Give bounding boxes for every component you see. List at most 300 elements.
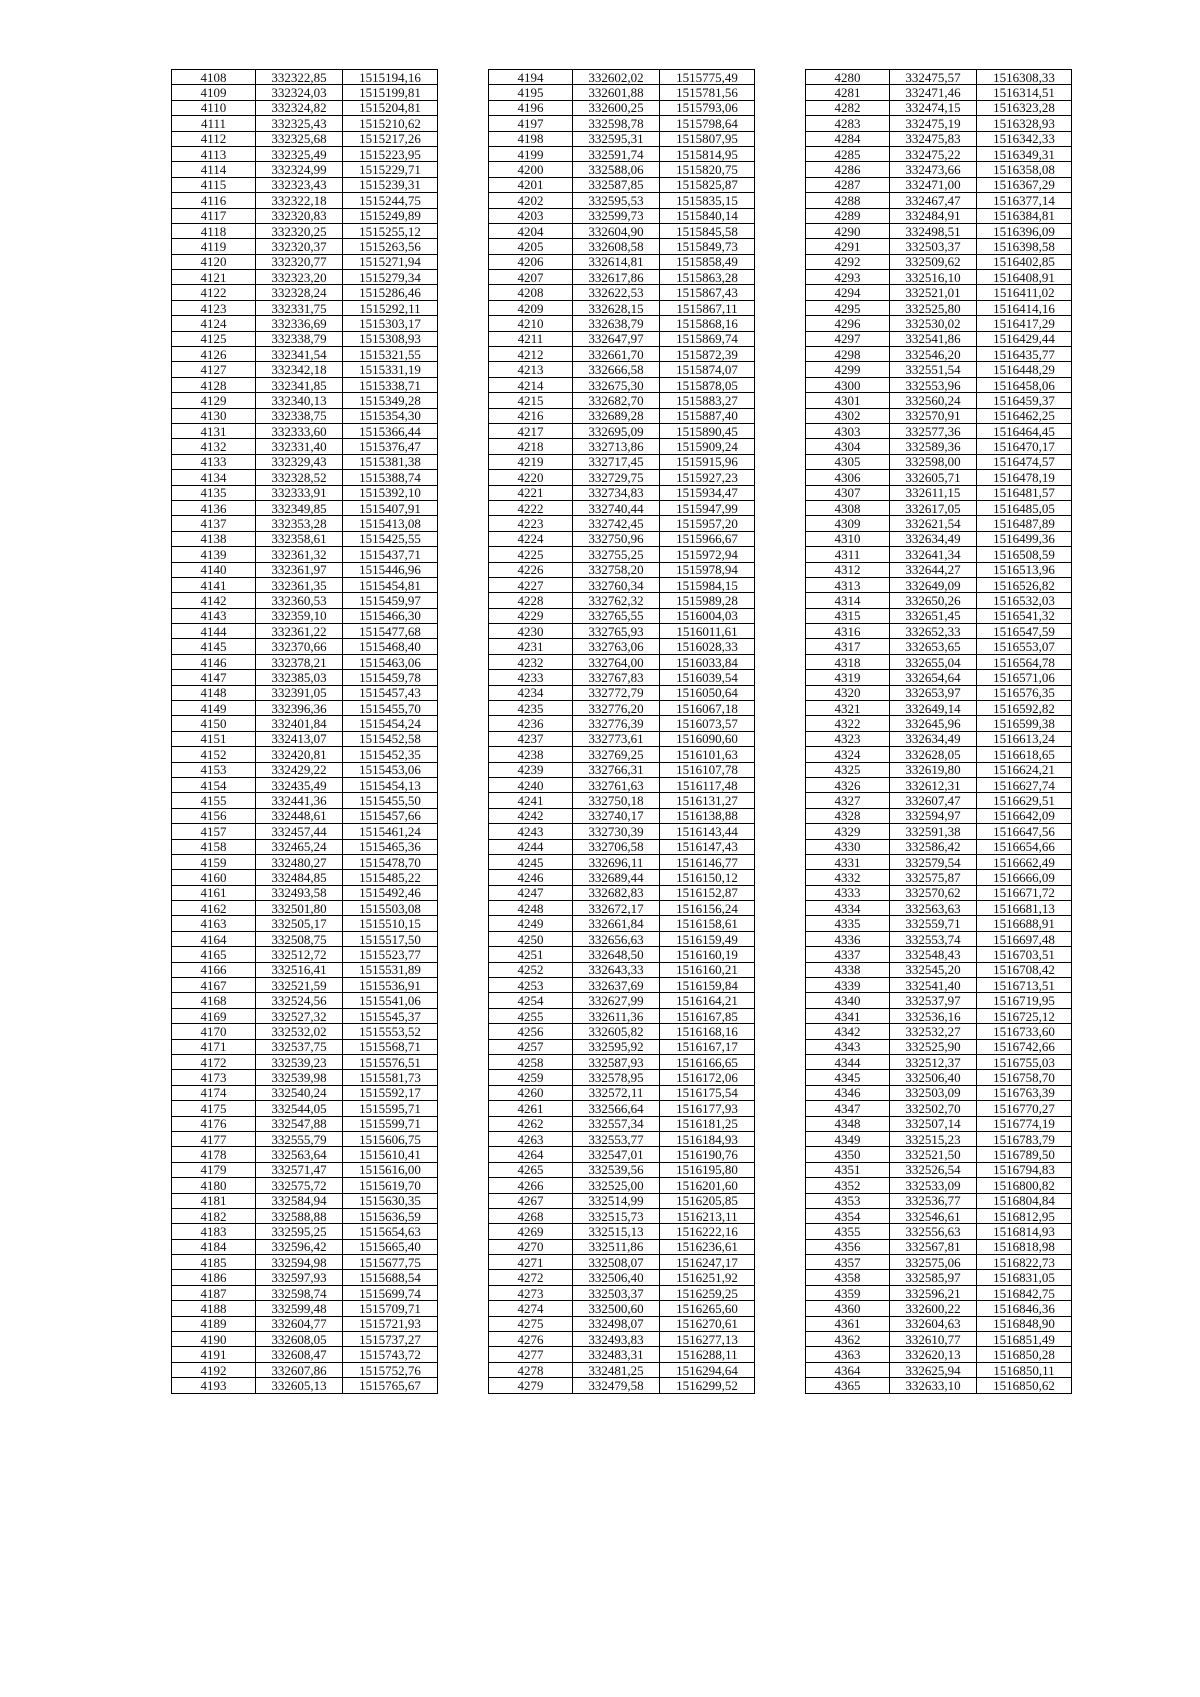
- point-number-cell: 4194: [489, 70, 573, 85]
- x-coordinate-cell: 332654,64: [890, 670, 977, 685]
- y-coordinate-cell: 1516624,21: [977, 762, 1072, 777]
- y-coordinate-cell: 1515461,24: [343, 824, 438, 839]
- y-coordinate-cell: 1516770,27: [977, 1101, 1072, 1116]
- point-number-cell: 4242: [489, 808, 573, 823]
- point-number-cell: 4185: [172, 1255, 256, 1270]
- table-row: [806, 254, 1072, 269]
- x-coordinate-cell: 332765,93: [573, 624, 660, 639]
- x-coordinate-cell: 332634,49: [890, 531, 977, 546]
- x-coordinate-cell: 332521,01: [890, 285, 977, 300]
- y-coordinate-cell: 1516159,84: [660, 978, 755, 993]
- point-number-cell: 4187: [172, 1285, 256, 1300]
- point-number-cell: 4275: [489, 1316, 573, 1331]
- point-number-cell: 4193: [172, 1378, 256, 1393]
- point-number-cell: 4188: [172, 1301, 256, 1316]
- x-coordinate-cell: 332591,38: [890, 824, 977, 839]
- x-coordinate-cell: 332475,19: [890, 116, 977, 131]
- x-coordinate-cell: 332563,63: [890, 901, 977, 916]
- point-number-cell: 4117: [172, 208, 256, 223]
- table-row: [489, 516, 755, 531]
- y-coordinate-cell: 1515465,36: [343, 839, 438, 854]
- x-coordinate-cell: 332622,53: [573, 285, 660, 300]
- x-coordinate-cell: 332322,85: [256, 70, 343, 85]
- table-row: [489, 1316, 755, 1331]
- y-coordinate-cell: 1516146,77: [660, 854, 755, 869]
- x-coordinate-cell: 332508,75: [256, 931, 343, 946]
- point-number-cell: 4127: [172, 362, 256, 377]
- point-number-cell: 4364: [806, 1362, 890, 1377]
- x-coordinate-cell: 332672,17: [573, 901, 660, 916]
- table-row: [489, 947, 755, 962]
- point-number-cell: 4357: [806, 1255, 890, 1270]
- y-coordinate-cell: 1515457,43: [343, 685, 438, 700]
- point-number-cell: 4224: [489, 531, 573, 546]
- x-coordinate-cell: 332536,77: [890, 1193, 977, 1208]
- point-number-cell: 4307: [806, 485, 890, 500]
- point-number-cell: 4301: [806, 393, 890, 408]
- point-number-cell: 4322: [806, 716, 890, 731]
- y-coordinate-cell: 1515454,81: [343, 577, 438, 592]
- table-row: [172, 316, 438, 331]
- y-coordinate-cell: 1516681,13: [977, 901, 1072, 916]
- table-row: [172, 270, 438, 285]
- point-number-cell: 4281: [806, 85, 890, 100]
- table-row: [806, 762, 1072, 777]
- x-coordinate-cell: 332548,43: [890, 947, 977, 962]
- x-coordinate-cell: 332349,85: [256, 500, 343, 515]
- y-coordinate-cell: 1515743,72: [343, 1347, 438, 1362]
- table-row: [489, 116, 755, 131]
- point-number-cell: 4150: [172, 716, 256, 731]
- table-row: [806, 1347, 1072, 1362]
- x-coordinate-cell: 332655,04: [890, 654, 977, 669]
- table-row: [172, 1055, 438, 1070]
- point-number-cell: 4320: [806, 685, 890, 700]
- table-row: [172, 1008, 438, 1023]
- x-coordinate-cell: 332525,90: [890, 1039, 977, 1054]
- x-coordinate-cell: 332617,05: [890, 500, 977, 515]
- table-row: [806, 854, 1072, 869]
- table-row: [806, 978, 1072, 993]
- point-number-cell: 4140: [172, 562, 256, 577]
- point-number-cell: 4276: [489, 1332, 573, 1347]
- y-coordinate-cell: 1516270,61: [660, 1316, 755, 1331]
- point-number-cell: 4334: [806, 901, 890, 916]
- table-row: [806, 808, 1072, 823]
- y-coordinate-cell: 1516033,84: [660, 654, 755, 669]
- x-coordinate-cell: 332493,83: [573, 1332, 660, 1347]
- y-coordinate-cell: 1516152,87: [660, 885, 755, 900]
- y-coordinate-cell: 1515599,71: [343, 1116, 438, 1131]
- point-number-cell: 4197: [489, 116, 573, 131]
- y-coordinate-cell: 1516642,09: [977, 808, 1072, 823]
- table-row: [806, 470, 1072, 485]
- point-number-cell: 4339: [806, 978, 890, 993]
- x-coordinate-cell: 332608,05: [256, 1332, 343, 1347]
- y-coordinate-cell: 1516117,48: [660, 777, 755, 792]
- x-coordinate-cell: 332595,25: [256, 1224, 343, 1239]
- point-number-cell: 4332: [806, 870, 890, 885]
- table-row: [806, 1055, 1072, 1070]
- y-coordinate-cell: 1515437,71: [343, 547, 438, 562]
- point-number-cell: 4308: [806, 500, 890, 515]
- table-row: [489, 531, 755, 546]
- table-row: [806, 685, 1072, 700]
- y-coordinate-cell: 1516011,61: [660, 624, 755, 639]
- point-number-cell: 4360: [806, 1301, 890, 1316]
- point-number-cell: 4263: [489, 1131, 573, 1146]
- table-row: [172, 1162, 438, 1177]
- table-row: [172, 762, 438, 777]
- point-number-cell: 4144: [172, 624, 256, 639]
- table-row: [489, 1347, 755, 1362]
- y-coordinate-cell: 1515286,46: [343, 285, 438, 300]
- x-coordinate-cell: 332391,05: [256, 685, 343, 700]
- x-coordinate-cell: 332628,05: [890, 747, 977, 762]
- x-coordinate-cell: 332401,84: [256, 716, 343, 731]
- y-coordinate-cell: 1515223,95: [343, 146, 438, 161]
- y-coordinate-cell: 1516184,93: [660, 1131, 755, 1146]
- table-row: [806, 270, 1072, 285]
- x-coordinate-cell: 332361,35: [256, 577, 343, 592]
- y-coordinate-cell: 1516794,83: [977, 1162, 1072, 1177]
- y-coordinate-cell: 1516703,51: [977, 947, 1072, 962]
- x-coordinate-cell: 332328,52: [256, 470, 343, 485]
- x-coordinate-cell: 332758,20: [573, 562, 660, 577]
- y-coordinate-cell: 1516629,51: [977, 793, 1072, 808]
- y-coordinate-cell: 1516259,25: [660, 1285, 755, 1300]
- y-coordinate-cell: 1516288,11: [660, 1347, 755, 1362]
- x-coordinate-cell: 332320,25: [256, 223, 343, 238]
- table-row: [172, 223, 438, 238]
- table-row: [806, 439, 1072, 454]
- point-number-cell: 4143: [172, 608, 256, 623]
- x-coordinate-cell: 332599,73: [573, 208, 660, 223]
- x-coordinate-cell: 332341,85: [256, 377, 343, 392]
- point-number-cell: 4329: [806, 824, 890, 839]
- point-number-cell: 4351: [806, 1162, 890, 1177]
- table-row: [806, 839, 1072, 854]
- y-coordinate-cell: 1516804,84: [977, 1193, 1072, 1208]
- y-coordinate-cell: 1516247,17: [660, 1255, 755, 1270]
- point-number-cell: 4190: [172, 1332, 256, 1347]
- point-number-cell: 4240: [489, 777, 573, 792]
- x-coordinate-cell: 332533,09: [890, 1178, 977, 1193]
- x-coordinate-cell: 332361,22: [256, 624, 343, 639]
- x-coordinate-cell: 332619,80: [890, 762, 977, 777]
- x-coordinate-cell: 332605,82: [573, 1024, 660, 1039]
- x-coordinate-cell: 332342,18: [256, 362, 343, 377]
- y-coordinate-cell: 1515927,23: [660, 470, 755, 485]
- x-coordinate-cell: 332607,47: [890, 793, 977, 808]
- x-coordinate-cell: 332532,27: [890, 1024, 977, 1039]
- table-row: [172, 670, 438, 685]
- table-row: [489, 1147, 755, 1162]
- point-number-cell: 4327: [806, 793, 890, 808]
- x-coordinate-cell: 332503,37: [573, 1285, 660, 1300]
- point-number-cell: 4233: [489, 670, 573, 685]
- x-coordinate-cell: 332588,88: [256, 1208, 343, 1223]
- y-coordinate-cell: 1516789,50: [977, 1147, 1072, 1162]
- y-coordinate-cell: 1516205,85: [660, 1193, 755, 1208]
- y-coordinate-cell: 1515966,67: [660, 531, 755, 546]
- table-row: [489, 978, 755, 993]
- y-coordinate-cell: 1515619,70: [343, 1178, 438, 1193]
- point-number-cell: 4210: [489, 316, 573, 331]
- table-row: [489, 254, 755, 269]
- table-row: [489, 854, 755, 869]
- point-number-cell: 4223: [489, 516, 573, 531]
- x-coordinate-cell: 332544,05: [256, 1101, 343, 1116]
- point-number-cell: 4227: [489, 577, 573, 592]
- y-coordinate-cell: 1516599,38: [977, 716, 1072, 731]
- point-number-cell: 4231: [489, 639, 573, 654]
- table-row: [172, 254, 438, 269]
- table-row: [489, 547, 755, 562]
- y-coordinate-cell: 1516101,63: [660, 747, 755, 762]
- table-row: [806, 100, 1072, 115]
- y-coordinate-cell: 1515425,55: [343, 531, 438, 546]
- y-coordinate-cell: 1516470,17: [977, 439, 1072, 454]
- x-coordinate-cell: 332481,25: [573, 1362, 660, 1377]
- y-coordinate-cell: 1515292,11: [343, 300, 438, 315]
- table-row: [806, 701, 1072, 716]
- x-coordinate-cell: 332620,13: [890, 1347, 977, 1362]
- point-number-cell: 4113: [172, 146, 256, 161]
- point-number-cell: 4220: [489, 470, 573, 485]
- x-coordinate-cell: 332512,37: [890, 1055, 977, 1070]
- y-coordinate-cell: 1516547,59: [977, 624, 1072, 639]
- x-coordinate-cell: 332600,22: [890, 1301, 977, 1316]
- point-number-cell: 4121: [172, 270, 256, 285]
- x-coordinate-cell: 332584,94: [256, 1193, 343, 1208]
- x-coordinate-cell: 332320,37: [256, 239, 343, 254]
- table-row: [489, 885, 755, 900]
- table-row: [806, 500, 1072, 515]
- table-row: [489, 793, 755, 808]
- point-number-cell: 4313: [806, 577, 890, 592]
- point-number-cell: 4222: [489, 500, 573, 515]
- x-coordinate-cell: 332541,86: [890, 331, 977, 346]
- table-row: [172, 1101, 438, 1116]
- table-row: [172, 870, 438, 885]
- table-row: [172, 423, 438, 438]
- table-row: [172, 485, 438, 500]
- table-row: [489, 408, 755, 423]
- x-coordinate-cell: 332595,31: [573, 131, 660, 146]
- y-coordinate-cell: 1516159,49: [660, 931, 755, 946]
- x-coordinate-cell: 332508,07: [573, 1255, 660, 1270]
- x-coordinate-cell: 332331,40: [256, 439, 343, 454]
- point-number-cell: 4182: [172, 1208, 256, 1223]
- table-row: [172, 1178, 438, 1193]
- point-number-cell: 4283: [806, 116, 890, 131]
- point-number-cell: 4162: [172, 901, 256, 916]
- point-number-cell: 4171: [172, 1039, 256, 1054]
- x-coordinate-cell: 332324,82: [256, 100, 343, 115]
- table-row: [489, 716, 755, 731]
- point-number-cell: 4170: [172, 1024, 256, 1039]
- table-row: [172, 239, 438, 254]
- y-coordinate-cell: 1516028,33: [660, 639, 755, 654]
- y-coordinate-cell: 1515887,40: [660, 408, 755, 423]
- table-row: [489, 85, 755, 100]
- x-coordinate-cell: 332767,83: [573, 670, 660, 685]
- point-number-cell: 4161: [172, 885, 256, 900]
- table-row: [489, 485, 755, 500]
- point-number-cell: 4365: [806, 1378, 890, 1393]
- point-number-cell: 4297: [806, 331, 890, 346]
- y-coordinate-cell: 1515303,17: [343, 316, 438, 331]
- y-coordinate-cell: 1515867,43: [660, 285, 755, 300]
- y-coordinate-cell: 1516462,25: [977, 408, 1072, 423]
- point-number-cell: 4309: [806, 516, 890, 531]
- point-number-cell: 4164: [172, 931, 256, 946]
- table-row: [172, 1270, 438, 1285]
- y-coordinate-cell: 1515883,27: [660, 393, 755, 408]
- point-number-cell: 4153: [172, 762, 256, 777]
- point-number-cell: 4254: [489, 993, 573, 1008]
- x-coordinate-cell: 332323,20: [256, 270, 343, 285]
- point-number-cell: 4298: [806, 347, 890, 362]
- point-number-cell: 4321: [806, 701, 890, 716]
- point-number-cell: 4118: [172, 223, 256, 238]
- x-coordinate-cell: 332599,48: [256, 1301, 343, 1316]
- table-row: [489, 1285, 755, 1300]
- y-coordinate-cell: 1516448,29: [977, 362, 1072, 377]
- table-row: [489, 331, 755, 346]
- point-number-cell: 4115: [172, 177, 256, 192]
- point-number-cell: 4136: [172, 500, 256, 515]
- table-row: [806, 393, 1072, 408]
- x-coordinate-cell: 332509,62: [890, 254, 977, 269]
- point-number-cell: 4344: [806, 1055, 890, 1070]
- point-number-cell: 4260: [489, 1085, 573, 1100]
- table-row: [172, 1147, 438, 1162]
- x-coordinate-cell: 332596,42: [256, 1239, 343, 1254]
- y-coordinate-cell: 1516050,64: [660, 685, 755, 700]
- x-coordinate-cell: 332537,97: [890, 993, 977, 1008]
- table-row: [806, 423, 1072, 438]
- point-number-cell: 4340: [806, 993, 890, 1008]
- point-number-cell: 4270: [489, 1239, 573, 1254]
- x-coordinate-cell: 332614,81: [573, 254, 660, 269]
- point-number-cell: 4290: [806, 223, 890, 238]
- point-number-cell: 4287: [806, 177, 890, 192]
- point-number-cell: 4116: [172, 193, 256, 208]
- point-number-cell: 4212: [489, 347, 573, 362]
- y-coordinate-cell: 1515485,22: [343, 870, 438, 885]
- table-row: [489, 824, 755, 839]
- table-row: [806, 731, 1072, 746]
- y-coordinate-cell: 1516783,79: [977, 1131, 1072, 1146]
- x-coordinate-cell: 332515,73: [573, 1208, 660, 1223]
- table-row: [172, 1024, 438, 1039]
- x-coordinate-cell: 332612,31: [890, 777, 977, 792]
- point-number-cell: 4214: [489, 377, 573, 392]
- table-row: [806, 1362, 1072, 1377]
- point-number-cell: 4296: [806, 316, 890, 331]
- point-number-cell: 4183: [172, 1224, 256, 1239]
- y-coordinate-cell: 1516846,36: [977, 1301, 1072, 1316]
- x-coordinate-cell: 332605,71: [890, 470, 977, 485]
- point-number-cell: 4302: [806, 408, 890, 423]
- point-number-cell: 4180: [172, 1178, 256, 1193]
- x-coordinate-cell: 332329,43: [256, 454, 343, 469]
- x-coordinate-cell: 332776,39: [573, 716, 660, 731]
- point-number-cell: 4252: [489, 962, 573, 977]
- x-coordinate-cell: 332465,24: [256, 839, 343, 854]
- x-coordinate-cell: 332661,84: [573, 916, 660, 931]
- y-coordinate-cell: 1515455,50: [343, 793, 438, 808]
- point-number-cell: 4122: [172, 285, 256, 300]
- x-coordinate-cell: 332530,02: [890, 316, 977, 331]
- y-coordinate-cell: 1516067,18: [660, 701, 755, 716]
- y-coordinate-cell: 1516697,48: [977, 931, 1072, 946]
- x-coordinate-cell: 332474,15: [890, 100, 977, 115]
- y-coordinate-cell: 1515592,17: [343, 1085, 438, 1100]
- table-row: [806, 1085, 1072, 1100]
- point-number-cell: 4235: [489, 701, 573, 716]
- y-coordinate-cell: 1515972,94: [660, 547, 755, 562]
- y-coordinate-cell: 1516508,59: [977, 547, 1072, 562]
- y-coordinate-cell: 1515610,41: [343, 1147, 438, 1162]
- x-coordinate-cell: 332502,70: [890, 1101, 977, 1116]
- table-row: [172, 454, 438, 469]
- x-coordinate-cell: 332471,00: [890, 177, 977, 192]
- table-row: [806, 1147, 1072, 1162]
- x-coordinate-cell: 332617,86: [573, 270, 660, 285]
- point-number-cell: 4176: [172, 1116, 256, 1131]
- point-number-cell: 4184: [172, 1239, 256, 1254]
- table-row: [806, 1193, 1072, 1208]
- table-row: [172, 1070, 438, 1085]
- x-coordinate-cell: 332761,63: [573, 777, 660, 792]
- x-coordinate-cell: 332498,51: [890, 223, 977, 238]
- x-coordinate-cell: 332515,23: [890, 1131, 977, 1146]
- x-coordinate-cell: 332328,24: [256, 285, 343, 300]
- point-number-cell: 4123: [172, 300, 256, 315]
- table-row: [489, 731, 755, 746]
- y-coordinate-cell: 1515545,37: [343, 1008, 438, 1023]
- x-coordinate-cell: 332546,20: [890, 347, 977, 362]
- x-coordinate-cell: 332637,69: [573, 978, 660, 993]
- table-row: [172, 516, 438, 531]
- table-row: [172, 331, 438, 346]
- table-row: [172, 562, 438, 577]
- point-number-cell: 4277: [489, 1347, 573, 1362]
- y-coordinate-cell: 1516592,82: [977, 701, 1072, 716]
- point-number-cell: 4110: [172, 100, 256, 115]
- point-number-cell: 4259: [489, 1070, 573, 1085]
- table-row: [172, 177, 438, 192]
- y-coordinate-cell: 1516818,98: [977, 1239, 1072, 1254]
- y-coordinate-cell: 1516402,85: [977, 254, 1072, 269]
- x-coordinate-cell: 332467,47: [890, 193, 977, 208]
- x-coordinate-cell: 332649,14: [890, 701, 977, 716]
- y-coordinate-cell: 1516131,27: [660, 793, 755, 808]
- table-row: [172, 747, 438, 762]
- point-number-cell: 4289: [806, 208, 890, 223]
- table-row: [489, 777, 755, 792]
- x-coordinate-cell: 332776,20: [573, 701, 660, 716]
- x-coordinate-cell: 332634,49: [890, 731, 977, 746]
- y-coordinate-cell: 1516277,13: [660, 1332, 755, 1347]
- point-number-cell: 4325: [806, 762, 890, 777]
- y-coordinate-cell: 1515709,71: [343, 1301, 438, 1316]
- table-row: [172, 1285, 438, 1300]
- table-row: [806, 1255, 1072, 1270]
